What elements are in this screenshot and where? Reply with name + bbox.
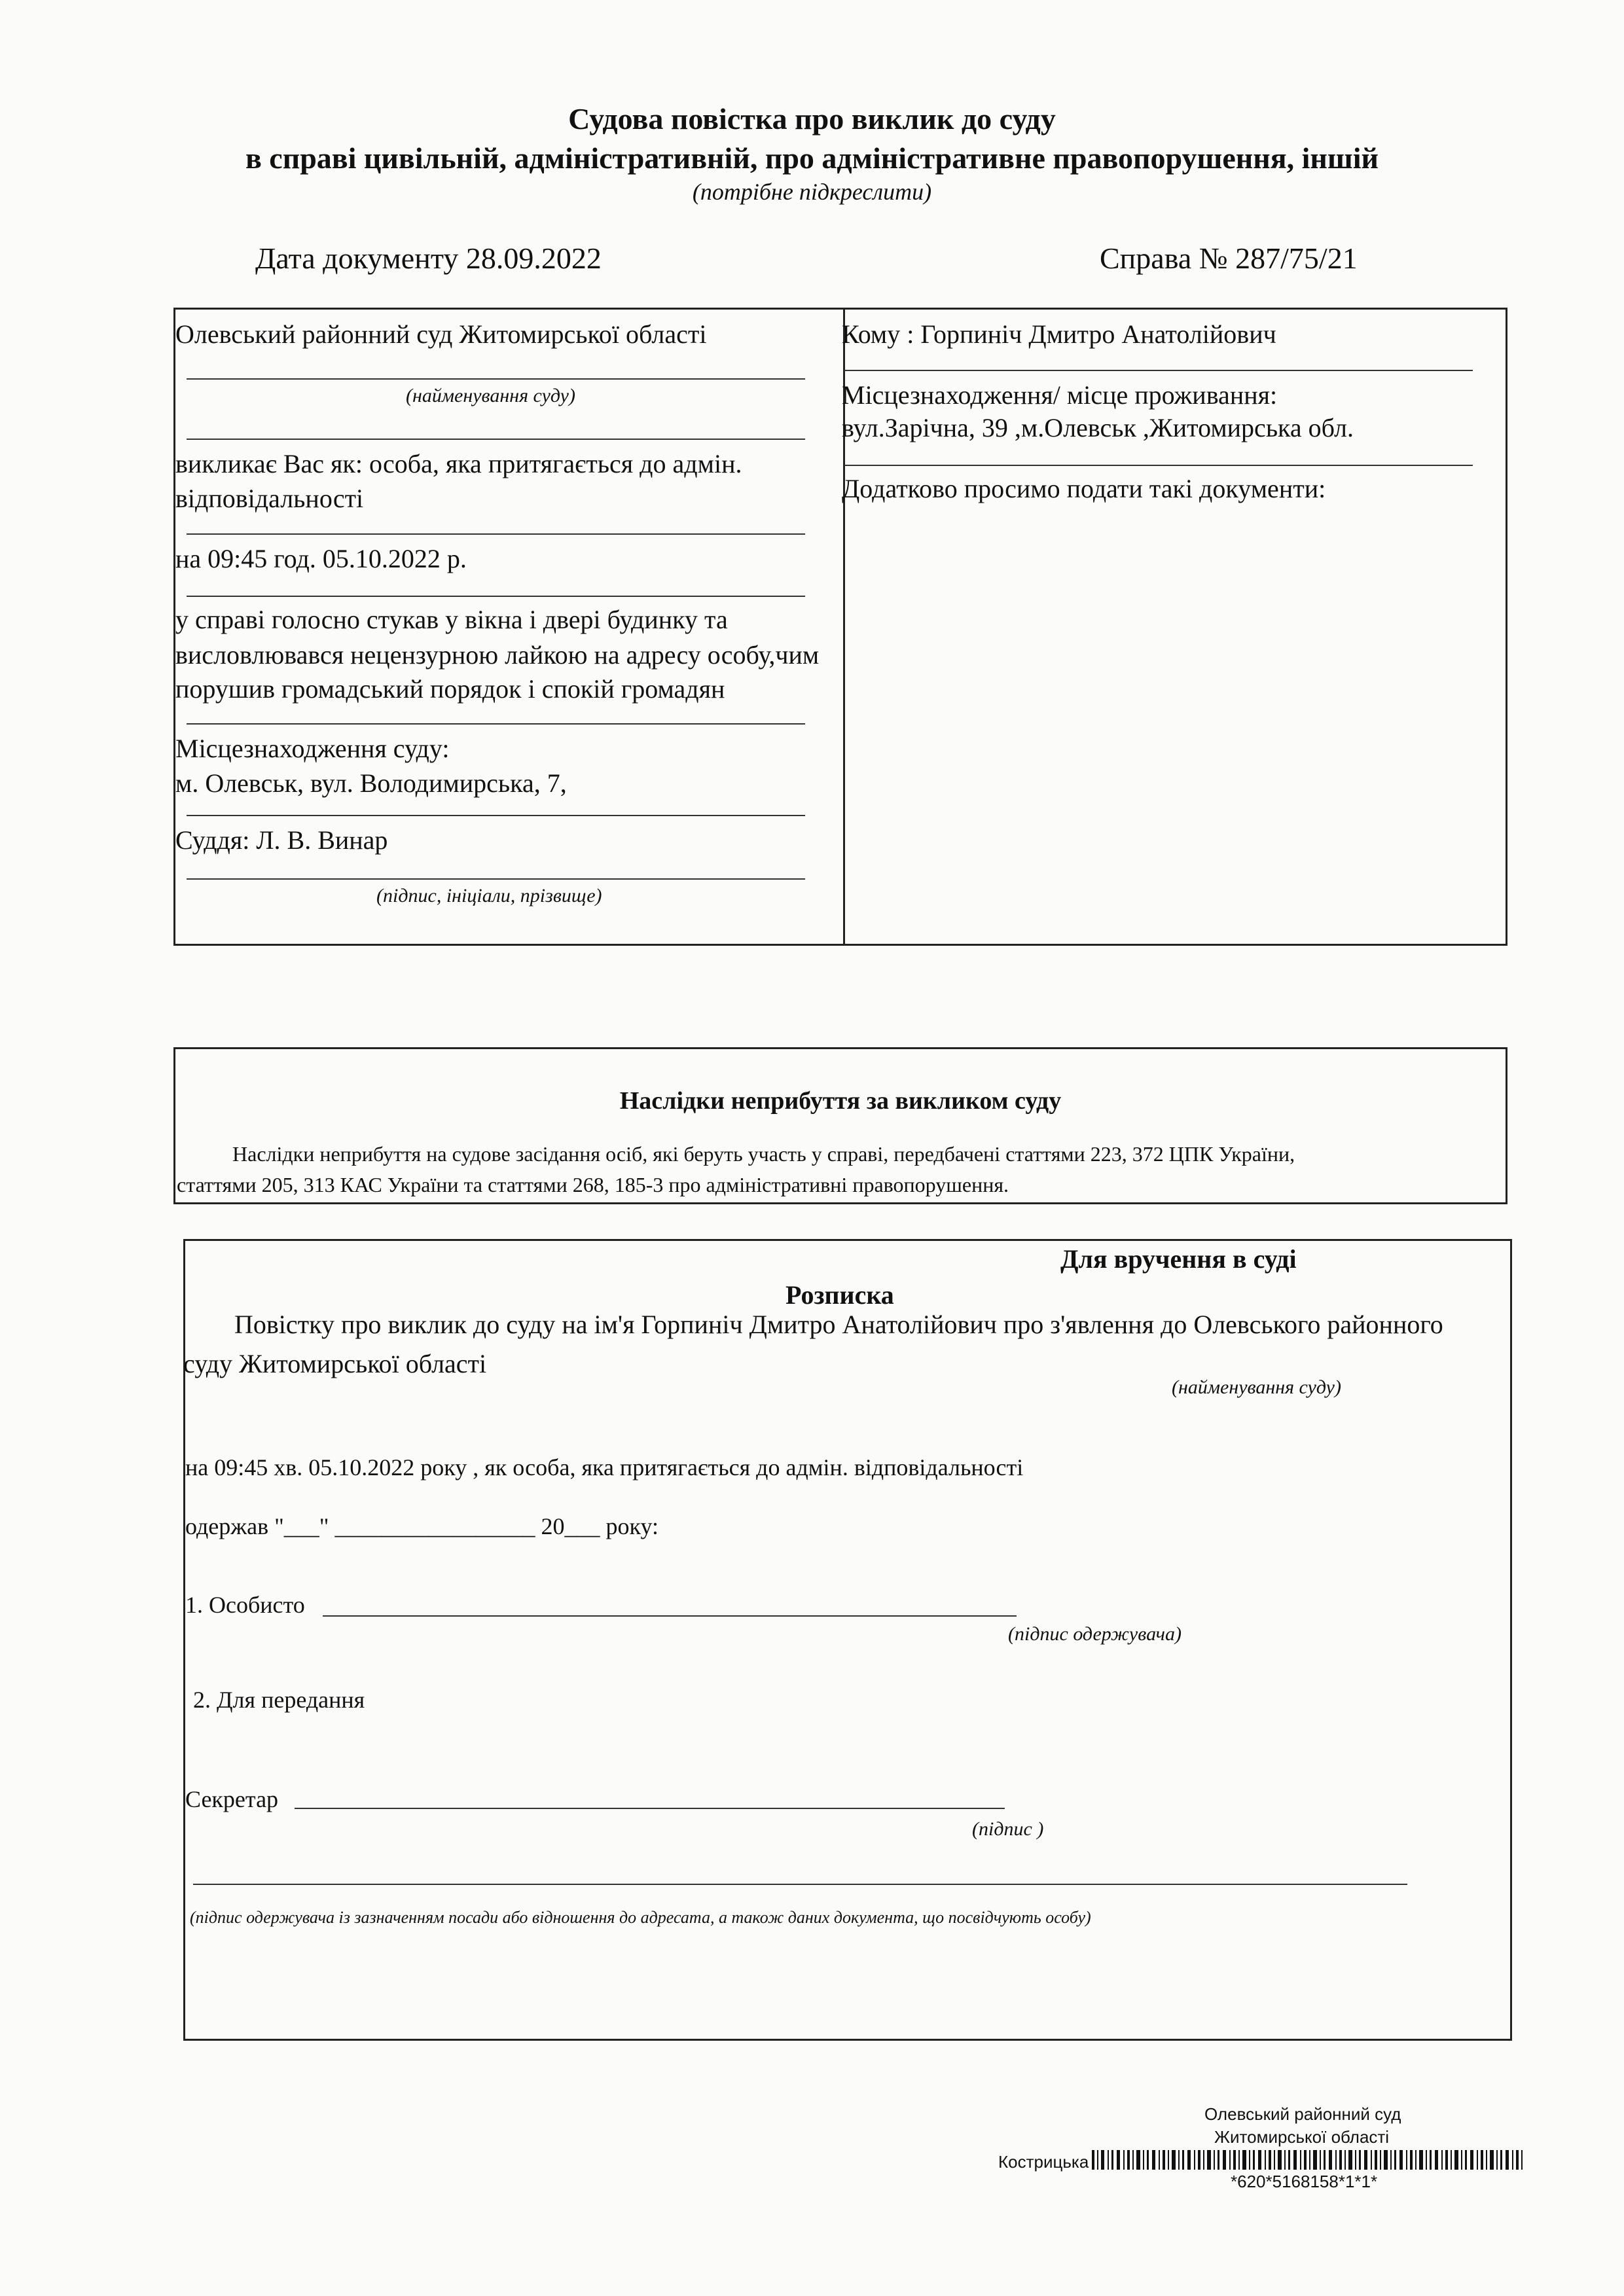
receipt-line-2: суду Житомирської області [183,1349,487,1378]
recipient-address-label: Місцезнаходження/ місце проживання: [842,380,1278,410]
receipt-line-1: Повістку про виклик до суду на ім'я Горпиніч Дмитро Анатолійович про з'явлення до Олевського районного [234,1310,1443,1339]
document-title: Судова повістка про виклик до суду [568,102,1056,135]
barcode [1092,2149,1527,2171]
receipt-for-transfer: 2. Для передання [193,1687,365,1713]
receipt-footer-caption: (підпис одержувача із зазначенням посади або відношення до адресата, а також даних документа, що посвідчують особу) [190,1908,1091,1927]
consequences-text-2: статтями 205, 313 КАС України та статтями 268, 185-3 про адміністративні правопорушення. [177,1173,1009,1196]
case-description-1: у справі голосно стукав у вікна і двері будинку та [175,605,728,634]
receipt-received: одержав "___" _________________ 20___ року: [185,1513,659,1539]
stamp-court-line-1: Олевський районний суд [1204,2104,1401,2124]
document-subtitle: в справі цивільній, адміністративній, про адміністративне правопорушення, іншій [245,141,1379,175]
underline-note: (потрібне підкреслити) [692,179,932,205]
receipt-court-caption: (найменування суду) [1172,1376,1341,1398]
court-name: Олевський районний суд Житомирської області [175,319,707,349]
receipt-time: на 09:45 хв. 05.10.2022 року , як особа, яка притягається до адмін. відповідальності [185,1454,1024,1480]
clerk-name: Кострицька [998,2152,1089,2172]
judge-name: Суддя: Л. В. Винар [175,825,388,855]
for-court-delivery: Для вручення в суді [1060,1244,1297,1274]
case-number: Справа № 287/75/21 [1100,242,1358,275]
recipient-signature-caption: (підпис одержувача) [1008,1623,1182,1645]
barcode-text: *620*5168158*1*1* [1231,2172,1378,2191]
receipt-title: Розписка [785,1280,894,1310]
judge-signature-caption: (підпис, ініціали, прізвище) [376,885,602,906]
court-name-caption: (найменування суду) [406,385,575,406]
court-location: м. Олевськ, вул. Володимирська, 7, [175,768,567,798]
secretary-signature-caption: (підпис ) [972,1818,1044,1840]
consequences-text-1: Наслідки неприбуття на судове засідання осіб, які беруть участь у справі, передбачені статтями 223, 372 ЦПК України, [232,1142,1295,1166]
consequences-title: Наслідки неприбуття за викликом суду [619,1087,1062,1115]
summon-as-line-2: відповідальності [175,484,364,513]
case-description-2: висловлювався нецензурною лайкою на адресу особу,чим [175,640,820,670]
receipt-personally: 1. Особисто [185,1592,305,1618]
hearing-time: на 09:45 год. 05.10.2022 р. [175,544,467,573]
document-date: Дата документу 28.09.2022 [255,242,602,275]
stamp-court-line-2: Житомирської області [1214,2127,1390,2147]
documents-request: Додатково просимо подати такі документи: [842,474,1326,503]
receipt-secretary: Секретар [185,1786,279,1812]
recipient-name: Кому : Горпиніч Дмитро Анатолійович [842,319,1276,349]
court-location-label: Місцезнаходження суду: [175,734,450,763]
case-description-3: порушив громадський порядок і спокій громадян [175,674,725,704]
recipient-address: вул.Зарічна, 39 ,м.Олевськ ,Житомирська обл. [842,413,1354,442]
summon-as-line-1: викликає Вас як: особа, яка притягається до адмін. [175,449,742,478]
